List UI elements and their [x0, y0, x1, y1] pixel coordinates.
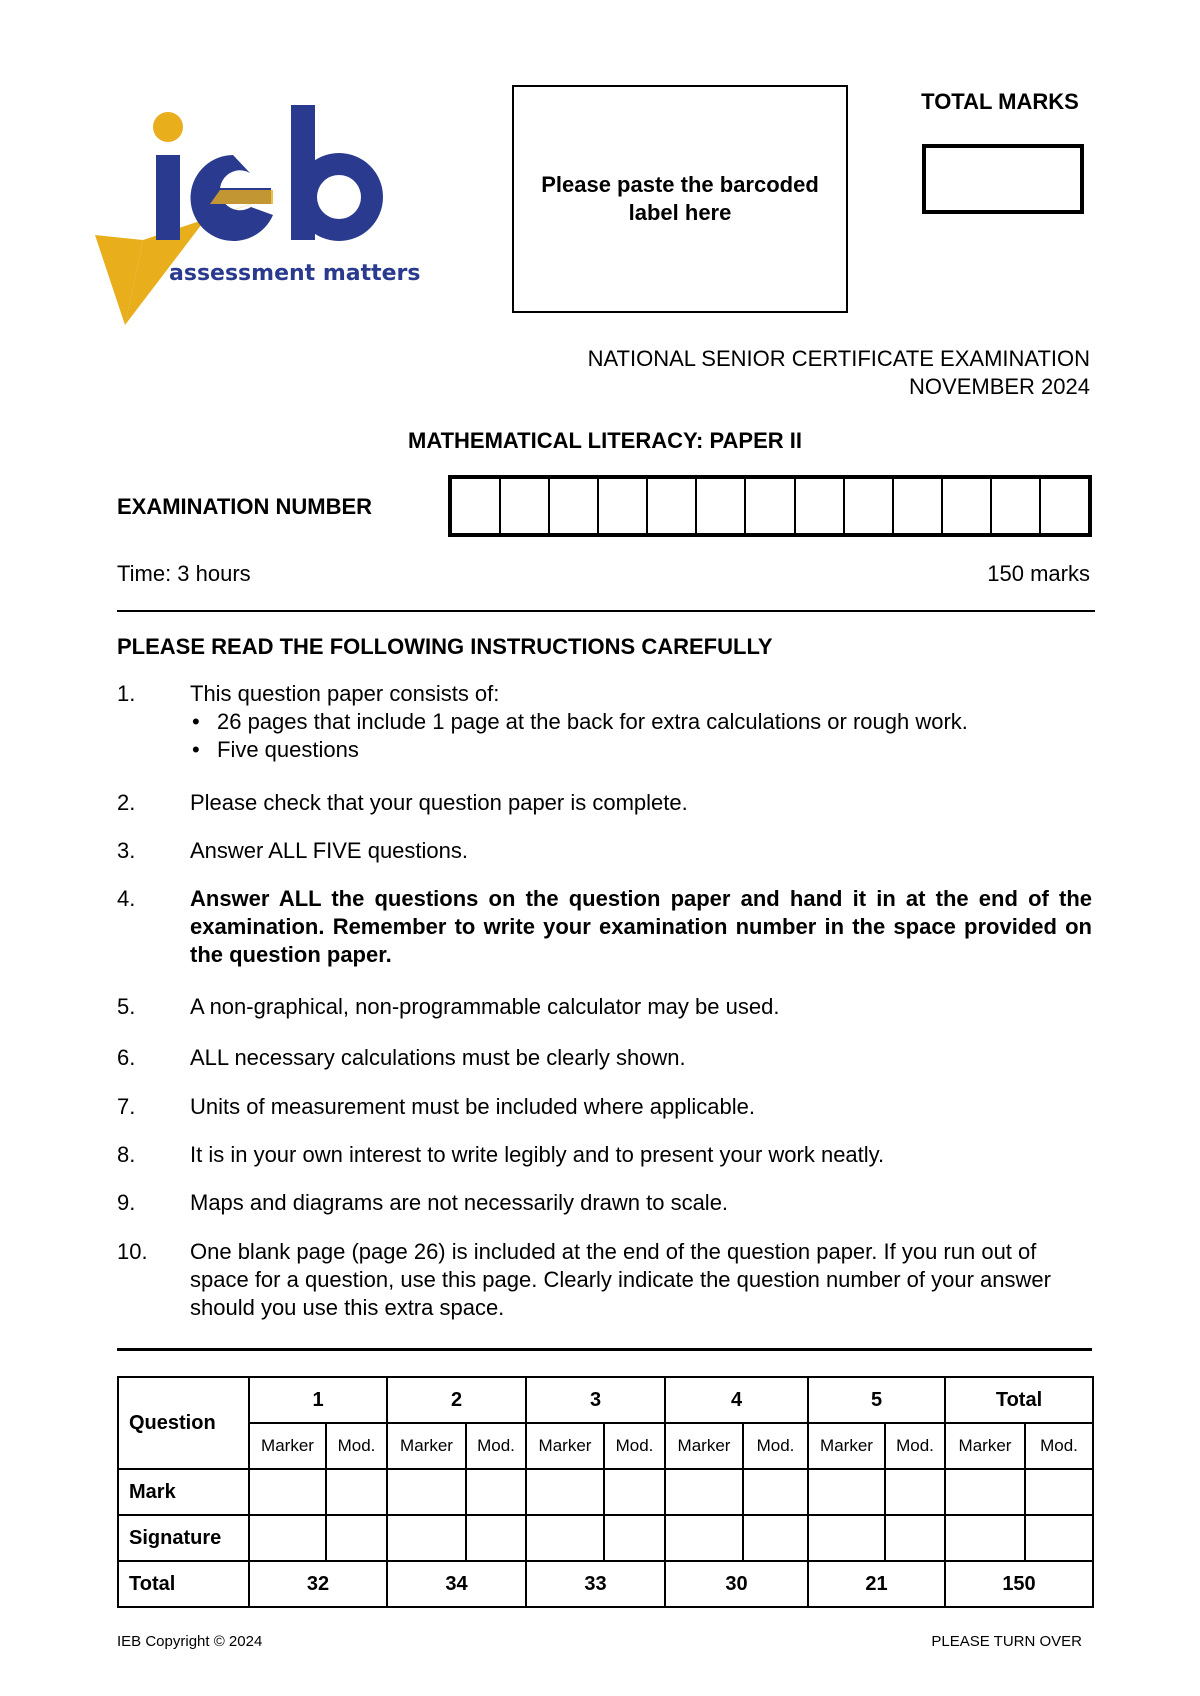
- signature-cell[interactable]: [604, 1515, 665, 1561]
- instruction-number: 1.: [117, 681, 136, 706]
- signature-cell[interactable]: [945, 1515, 1025, 1561]
- signature-cell[interactable]: [1025, 1515, 1093, 1561]
- exam-number-digit-box[interactable]: [746, 479, 795, 533]
- signature-cell[interactable]: [326, 1515, 387, 1561]
- mod-subheader: Mod.: [743, 1423, 808, 1469]
- total-row: [118, 1561, 1093, 1607]
- turn-over-footer: PLEASE TURN OVER: [931, 1633, 1082, 1650]
- instruction-number: 7.: [117, 1094, 136, 1119]
- exam-number-digit-box[interactable]: [943, 479, 992, 533]
- exam-number-digit-box[interactable]: [1041, 479, 1088, 533]
- exam-number-digit-box[interactable]: [501, 479, 550, 533]
- instruction-item: [117, 1141, 1092, 1169]
- instruction-text: Please check that your question paper is complete.: [190, 790, 688, 815]
- mark-cell[interactable]: [466, 1469, 526, 1515]
- signature-row: [118, 1515, 1093, 1561]
- question-row-label: Question: [118, 1377, 249, 1469]
- exam-number-digit-box[interactable]: [992, 479, 1041, 533]
- divider: [117, 1348, 1092, 1351]
- instructions-heading: PLEASE READ THE FOLLOWING INSTRUCTIONS CAREFULLY: [117, 634, 773, 659]
- signature-cell[interactable]: [249, 1515, 326, 1561]
- logo-tagline: assessment matters: [169, 261, 421, 286]
- instruction-item: [117, 1044, 1092, 1072]
- signature-cell[interactable]: [526, 1515, 604, 1561]
- mark-cell[interactable]: [526, 1469, 604, 1515]
- instruction-text: One blank page (page 26) is included at the end of the question paper. If you run out of space for a question, use this page. Clearly indicate the question number of your answer should you use this extra space.: [190, 1239, 1051, 1320]
- mark-cell[interactable]: [326, 1469, 387, 1515]
- question-header: 2: [387, 1377, 526, 1423]
- instruction-text: A non-graphical, non-programmable calculator may be used.: [190, 994, 780, 1019]
- total-paper-marks: 150 marks: [987, 561, 1090, 586]
- instruction-text: Answer ALL the questions on the question paper and hand it in at the end of the examination. Remember to write your examination number in the space provided on the question paper.: [190, 886, 1092, 967]
- mark-cell[interactable]: [885, 1469, 945, 1515]
- instruction-text: Units of measurement must be included where applicable.: [190, 1094, 755, 1119]
- exam-number-digit-box[interactable]: [452, 479, 501, 533]
- question-total-marks: 32: [249, 1561, 387, 1607]
- exam-name: NATIONAL SENIOR CERTIFICATE EXAMINATION: [587, 346, 1090, 371]
- subheader-row: [118, 1423, 1093, 1469]
- signature-cell[interactable]: [808, 1515, 885, 1561]
- instruction-item: [117, 993, 1092, 1021]
- instruction-item: [117, 837, 1092, 865]
- mark-cell[interactable]: [249, 1469, 326, 1515]
- question-header: 5: [808, 1377, 945, 1423]
- mod-subheader: Mod.: [466, 1423, 526, 1469]
- instruction-item: [117, 885, 1092, 969]
- exam-heading: [500, 345, 1090, 401]
- signature-cell[interactable]: [885, 1515, 945, 1561]
- total-row-label: Total: [118, 1561, 249, 1607]
- marker-subheader: Marker: [808, 1423, 885, 1469]
- total-marks-label: TOTAL MARKS: [921, 89, 1079, 114]
- instruction-number: 2.: [117, 790, 136, 815]
- instruction-item: [117, 789, 1092, 817]
- mark-cell[interactable]: [387, 1469, 466, 1515]
- exam-number-digit-box[interactable]: [648, 479, 697, 533]
- marker-subheader: Marker: [526, 1423, 604, 1469]
- instruction-number: 3.: [117, 838, 136, 863]
- instruction-number: 5.: [117, 994, 136, 1019]
- mark-cell[interactable]: [1025, 1469, 1093, 1515]
- copyright-footer: IEB Copyright © 2024: [117, 1633, 263, 1650]
- question-header: Total: [945, 1377, 1093, 1423]
- instruction-number: 6.: [117, 1045, 136, 1070]
- instruction-text: Maps and diagrams are not necessarily drawn to scale.: [190, 1190, 729, 1215]
- exam-number-digit-box[interactable]: [796, 479, 845, 533]
- marks-table: [117, 1376, 1094, 1608]
- instruction-item: [117, 1238, 1092, 1322]
- signature-cell[interactable]: [466, 1515, 526, 1561]
- mark-cell[interactable]: [604, 1469, 665, 1515]
- instruction-text: It is in your own interest to write legibly and to present your work neatly.: [190, 1142, 885, 1167]
- instruction-text: ALL necessary calculations must be clearly shown.: [190, 1045, 686, 1070]
- signature-row-label: Signature: [118, 1515, 249, 1561]
- mod-subheader: Mod.: [1025, 1423, 1093, 1469]
- marker-subheader: Marker: [665, 1423, 743, 1469]
- mark-cell[interactable]: [743, 1469, 808, 1515]
- instruction-text: Answer ALL FIVE questions.: [190, 838, 468, 863]
- instruction-number: 9.: [117, 1190, 136, 1215]
- question-total-marks: 150: [945, 1561, 1093, 1607]
- instruction-number: 8.: [117, 1142, 136, 1167]
- mod-subheader: Mod.: [326, 1423, 387, 1469]
- exam-session: NOVEMBER 2024: [909, 374, 1090, 399]
- exam-number-digit-box[interactable]: [697, 479, 746, 533]
- barcode-instruction: Please paste the barcoded label here: [541, 172, 819, 225]
- question-header: 4: [665, 1377, 808, 1423]
- marker-subheader: Marker: [249, 1423, 326, 1469]
- signature-cell[interactable]: [743, 1515, 808, 1561]
- question-header: 1: [249, 1377, 387, 1423]
- signature-cell[interactable]: [387, 1515, 466, 1561]
- instruction-bullet: • 26 pages that include 1 page at the back for extra calculations or rough work.: [190, 708, 1092, 736]
- question-header: 3: [526, 1377, 665, 1423]
- instruction-item: [117, 680, 1092, 764]
- marker-subheader: Marker: [945, 1423, 1025, 1469]
- exam-number-digit-box[interactable]: [894, 479, 943, 533]
- mod-subheader: Mod.: [604, 1423, 665, 1469]
- instruction-number: 4.: [117, 886, 136, 911]
- exam-number-digit-box[interactable]: [599, 479, 648, 533]
- ieb-logo: [95, 100, 435, 340]
- mark-cell[interactable]: [808, 1469, 885, 1515]
- question-total-marks: 33: [526, 1561, 665, 1607]
- exam-number-digit-box[interactable]: [845, 479, 894, 533]
- mark-cell[interactable]: [665, 1469, 743, 1515]
- instruction-bullet: • Five questions: [190, 736, 1092, 764]
- mark-row-label: Mark: [118, 1469, 249, 1515]
- instruction-item: [117, 1093, 1092, 1121]
- total-marks-box[interactable]: [922, 144, 1084, 214]
- marker-subheader: Marker: [387, 1423, 466, 1469]
- question-total-marks: 21: [808, 1561, 945, 1607]
- question-total-marks: 30: [665, 1561, 808, 1607]
- instruction-number: 10.: [117, 1239, 148, 1264]
- signature-cell[interactable]: [665, 1515, 743, 1561]
- divider: [117, 610, 1095, 612]
- exam-number-digit-box[interactable]: [550, 479, 599, 533]
- exam-number-label: EXAMINATION NUMBER: [117, 494, 373, 519]
- mod-subheader: Mod.: [885, 1423, 945, 1469]
- question-total-marks: 34: [387, 1561, 526, 1607]
- instruction-item: [117, 1189, 1092, 1217]
- mark-row: [118, 1469, 1093, 1515]
- exam-number-boxes[interactable]: [448, 475, 1092, 537]
- time-allowed: Time: 3 hours: [117, 561, 251, 586]
- instruction-text: This question paper consists of:: [190, 681, 500, 706]
- paper-title: MATHEMATICAL LITERACY: PAPER II: [408, 428, 802, 453]
- barcode-label-box: [512, 85, 848, 313]
- mark-cell[interactable]: [945, 1469, 1025, 1515]
